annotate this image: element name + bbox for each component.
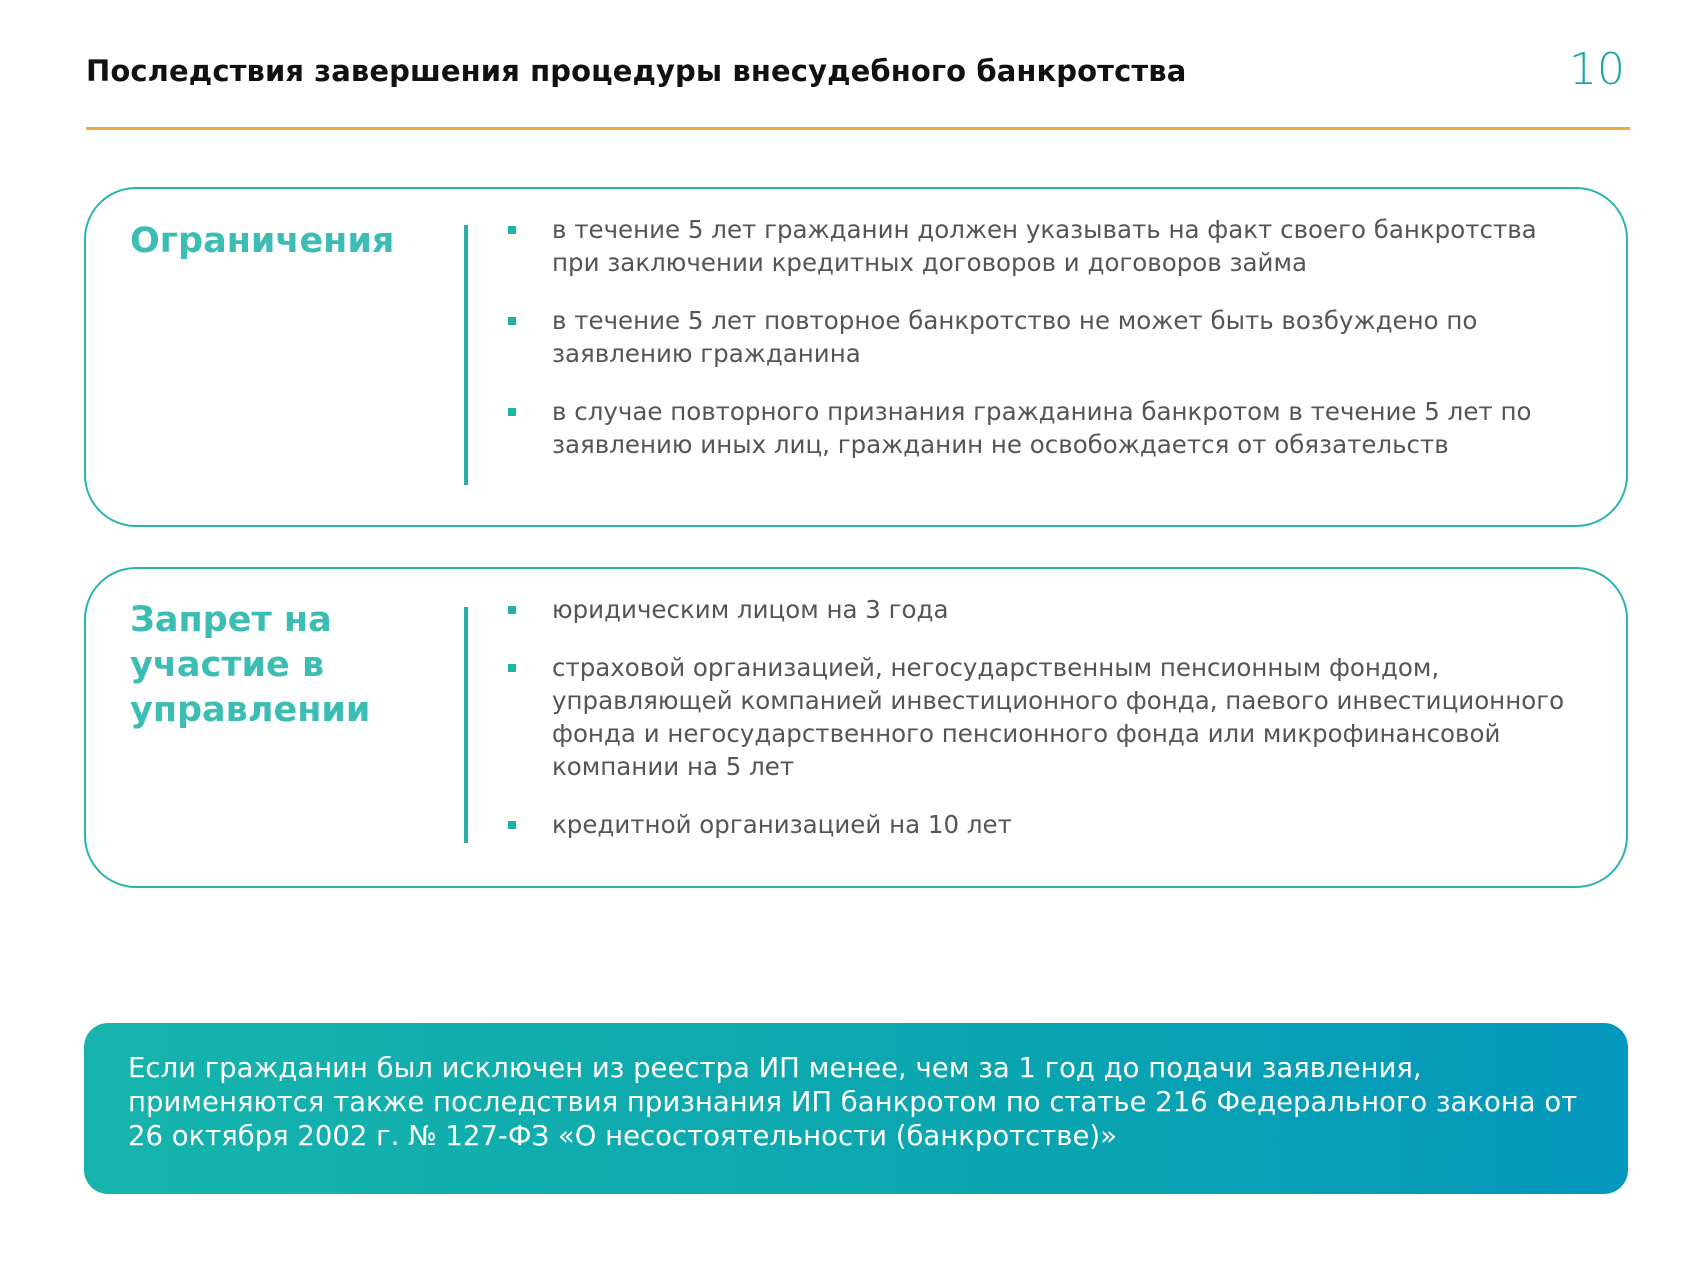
title-divider xyxy=(86,127,1630,130)
card-separator-line xyxy=(464,225,468,485)
management-ban-list xyxy=(504,593,1586,866)
card-separator-line xyxy=(464,607,468,843)
list-item xyxy=(504,651,1586,783)
bullet-square-icon xyxy=(508,226,516,234)
restrictions-card xyxy=(84,187,1628,527)
restrictions-list xyxy=(504,213,1586,486)
list-item-text: в течение 5 лет гражданин должен указывать на факт своего банкротства при заключении кредитных договоров и договоров займа xyxy=(552,215,1537,277)
page-title: Последствия завершения процедуры внесудебного банкротства xyxy=(86,54,1187,88)
restrictions-heading: Ограничения xyxy=(130,221,395,261)
list-item xyxy=(504,395,1586,461)
list-item xyxy=(504,593,1586,626)
info-note-text: Если гражданин был исключен из реестра ИП менее, чем за 1 год до подачи заявления, применяются также последствия признания ИП банкротом по статье 216 Федерального закона от 26 октября 2002 г. № 127-ФЗ «О несостоятельности (банкротстве)» xyxy=(128,1052,1578,1152)
list-item xyxy=(504,808,1586,841)
bullet-square-icon xyxy=(508,664,516,672)
list-item-text: кредитной организацией на 10 лет xyxy=(552,810,1012,839)
page-number: 10 xyxy=(1569,44,1625,95)
info-note-banner xyxy=(84,1023,1628,1194)
list-item xyxy=(504,304,1586,370)
list-item-text: в течение 5 лет повторное банкротство не может быть возбуждено по заявлению гражданина xyxy=(552,306,1478,368)
bullet-square-icon xyxy=(508,606,516,614)
management-ban-heading: Запрет на участие в управлении xyxy=(130,600,371,730)
bullet-square-icon xyxy=(508,821,516,829)
list-item-text: страховой организацией, негосударственным пенсионным фондом, управляющей компанией инвестиционного фонда, паевого инвестиционного фонда и негосударственного пенсионного фонда или микрофинансовой компании на 5 лет xyxy=(552,653,1565,781)
list-item xyxy=(504,213,1586,279)
list-item-text: юридическим лицом на 3 года xyxy=(552,595,949,624)
management-ban-card xyxy=(84,567,1628,888)
bullet-square-icon xyxy=(508,317,516,325)
list-item-text: в случае повторного признания гражданина банкротом в течение 5 лет по заявлению иных лиц, гражданин не освобождается от обязательств xyxy=(552,397,1532,459)
bullet-square-icon xyxy=(508,408,516,416)
